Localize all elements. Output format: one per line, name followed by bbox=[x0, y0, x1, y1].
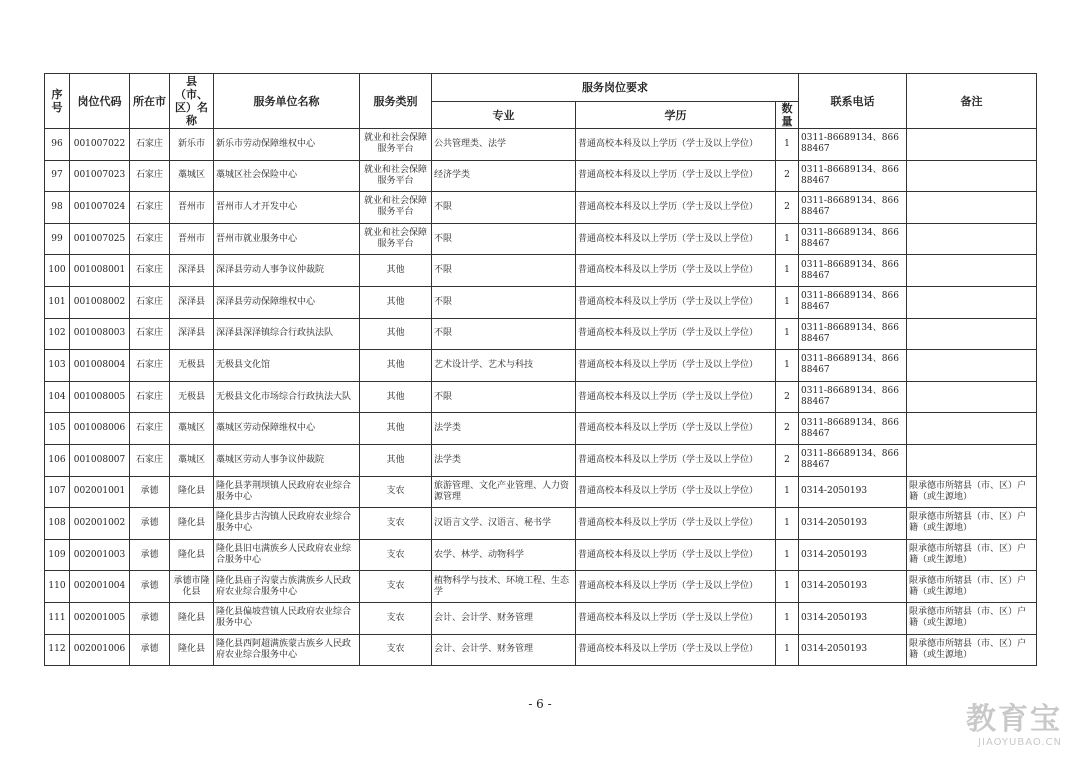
cell-category: 就业和社会保障服务平台 bbox=[360, 129, 432, 161]
header-major: 专业 bbox=[432, 102, 576, 129]
cell-city: 承德 bbox=[130, 634, 170, 666]
cell-phone: 0311-86689134、86688467 bbox=[799, 129, 907, 161]
cell-category: 支农 bbox=[360, 602, 432, 634]
cell-unit-name: 深泽县深泽镇综合行政执法队 bbox=[214, 318, 360, 350]
cell-unit-name: 晋州市就业服务中心 bbox=[214, 223, 360, 255]
cell-position-code: 001008004 bbox=[70, 350, 130, 382]
table-row bbox=[45, 444, 1037, 476]
cell-unit-name: 隆化县步古沟镇人民政府农业综合服务中心 bbox=[214, 508, 360, 540]
cell-position-code: 001008001 bbox=[70, 255, 130, 287]
cell-category: 就业和社会保障服务平台 bbox=[360, 223, 432, 255]
cell-unit-name: 隆化县偏坡营镇人民政府农业综合服务中心 bbox=[214, 602, 360, 634]
cell-unit-name: 无极县文化馆 bbox=[214, 350, 360, 382]
table-row bbox=[45, 286, 1037, 318]
cell-city: 承德 bbox=[130, 571, 170, 603]
cell-education: 普通高校本科及以上学历（学士及以上学位） bbox=[576, 381, 776, 413]
cell-major: 不限 bbox=[432, 318, 576, 350]
cell-unit-name: 深泽县劳动人事争议仲裁院 bbox=[214, 255, 360, 287]
table-row bbox=[45, 413, 1037, 445]
cell-phone: 0314-2050193 bbox=[799, 571, 907, 603]
cell-major: 法学类 bbox=[432, 444, 576, 476]
cell-category: 其他 bbox=[360, 286, 432, 318]
cell-index: 102 bbox=[45, 318, 70, 350]
cell-unit-name: 隆化县庙子沟蒙古族满族乡人民政府农业综合服务中心 bbox=[214, 571, 360, 603]
cell-county: 新乐市 bbox=[170, 129, 214, 161]
cell-position-code: 002001001 bbox=[70, 476, 130, 508]
cell-note bbox=[907, 381, 1037, 413]
cell-major: 农学、林学、动物科学 bbox=[432, 539, 576, 571]
cell-city: 石家庄 bbox=[130, 413, 170, 445]
cell-position-code: 001007022 bbox=[70, 129, 130, 161]
cell-note bbox=[907, 160, 1037, 192]
cell-city: 石家庄 bbox=[130, 286, 170, 318]
cell-education: 普通高校本科及以上学历（学士及以上学位） bbox=[576, 602, 776, 634]
cell-city: 石家庄 bbox=[130, 223, 170, 255]
cell-position-code: 002001006 bbox=[70, 634, 130, 666]
cell-county: 藁城区 bbox=[170, 444, 214, 476]
cell-city: 石家庄 bbox=[130, 160, 170, 192]
cell-index: 101 bbox=[45, 286, 70, 318]
cell-index: 111 bbox=[45, 602, 70, 634]
cell-category: 支农 bbox=[360, 539, 432, 571]
cell-city: 承德 bbox=[130, 602, 170, 634]
cell-position-code: 002001004 bbox=[70, 571, 130, 603]
cell-city: 石家庄 bbox=[130, 444, 170, 476]
header-category: 服务类别 bbox=[360, 74, 432, 129]
cell-major: 汉语言文学、汉语言、秘书学 bbox=[432, 508, 576, 540]
cell-county: 隆化县 bbox=[170, 476, 214, 508]
table-row bbox=[45, 318, 1037, 350]
cell-note bbox=[907, 223, 1037, 255]
cell-index: 104 bbox=[45, 381, 70, 413]
cell-education: 普通高校本科及以上学历（学士及以上学位） bbox=[576, 160, 776, 192]
cell-position-code: 001008006 bbox=[70, 413, 130, 445]
cell-quantity: 2 bbox=[776, 192, 799, 224]
cell-unit-name: 深泽县劳动保障维权中心 bbox=[214, 286, 360, 318]
cell-education: 普通高校本科及以上学历（学士及以上学位） bbox=[576, 192, 776, 224]
cell-phone: 0311-86689134、86688467 bbox=[799, 286, 907, 318]
table-row bbox=[45, 602, 1037, 634]
cell-category: 其他 bbox=[360, 381, 432, 413]
cell-index: 105 bbox=[45, 413, 70, 445]
table-row bbox=[45, 381, 1037, 413]
page-number: - 6 - bbox=[528, 697, 552, 711]
cell-major: 经济学类 bbox=[432, 160, 576, 192]
cell-category: 其他 bbox=[360, 318, 432, 350]
cell-category: 支农 bbox=[360, 508, 432, 540]
cell-note bbox=[907, 350, 1037, 382]
watermark-sub-text: JIAOYUBAO.CN bbox=[978, 737, 1062, 748]
cell-unit-name: 无极县文化市场综合行政执法大队 bbox=[214, 381, 360, 413]
cell-city: 石家庄 bbox=[130, 318, 170, 350]
table-row bbox=[45, 223, 1037, 255]
header-position-code: 岗位代码 bbox=[70, 74, 130, 129]
cell-quantity: 1 bbox=[776, 129, 799, 161]
cell-education: 普通高校本科及以上学历（学士及以上学位） bbox=[576, 223, 776, 255]
cell-education: 普通高校本科及以上学历（学士及以上学位） bbox=[576, 476, 776, 508]
cell-position-code: 001007024 bbox=[70, 192, 130, 224]
cell-index: 110 bbox=[45, 571, 70, 603]
cell-county: 隆化县 bbox=[170, 602, 214, 634]
table-row bbox=[45, 350, 1037, 382]
cell-note: 限承德市所辖县（市、区）户籍（或生源地） bbox=[907, 634, 1037, 666]
table-row bbox=[45, 508, 1037, 540]
cell-education: 普通高校本科及以上学历（学士及以上学位） bbox=[576, 255, 776, 287]
cell-position-code: 001008007 bbox=[70, 444, 130, 476]
cell-unit-name: 藁城区社会保险中心 bbox=[214, 160, 360, 192]
cell-education: 普通高校本科及以上学历（学士及以上学位） bbox=[576, 286, 776, 318]
cell-unit-name: 新乐市劳动保障维权中心 bbox=[214, 129, 360, 161]
table-row bbox=[45, 192, 1037, 224]
header-education: 学历 bbox=[576, 102, 776, 129]
cell-quantity: 2 bbox=[776, 160, 799, 192]
cell-category: 其他 bbox=[360, 413, 432, 445]
cell-county: 深泽县 bbox=[170, 318, 214, 350]
cell-major: 不限 bbox=[432, 286, 576, 318]
cell-major: 旅游管理、文化产业管理、人力资源管理 bbox=[432, 476, 576, 508]
cell-note: 限承德市所辖县（市、区）户籍（或生源地） bbox=[907, 476, 1037, 508]
cell-index: 100 bbox=[45, 255, 70, 287]
cell-index: 112 bbox=[45, 634, 70, 666]
cell-phone: 0314-2050193 bbox=[799, 602, 907, 634]
table-row bbox=[45, 255, 1037, 287]
cell-phone: 0314-2050193 bbox=[799, 508, 907, 540]
cell-quantity: 1 bbox=[776, 286, 799, 318]
cell-position-code: 001008002 bbox=[70, 286, 130, 318]
cell-education: 普通高校本科及以上学历（学士及以上学位） bbox=[576, 634, 776, 666]
header-quantity: 数量 bbox=[776, 102, 799, 129]
cell-education: 普通高校本科及以上学历（学士及以上学位） bbox=[576, 350, 776, 382]
cell-county: 晋州市 bbox=[170, 192, 214, 224]
cell-quantity: 1 bbox=[776, 508, 799, 540]
cell-phone: 0314-2050193 bbox=[799, 539, 907, 571]
cell-index: 107 bbox=[45, 476, 70, 508]
table-row bbox=[45, 160, 1037, 192]
cell-unit-name: 藁城区劳动保障维权中心 bbox=[214, 413, 360, 445]
cell-index: 109 bbox=[45, 539, 70, 571]
cell-county: 无极县 bbox=[170, 350, 214, 382]
cell-city: 石家庄 bbox=[130, 381, 170, 413]
cell-phone: 0311-86689134、86688467 bbox=[799, 318, 907, 350]
header-note: 备注 bbox=[907, 74, 1037, 129]
cell-phone: 0311-86689134、86688467 bbox=[799, 223, 907, 255]
cell-county: 深泽县 bbox=[170, 286, 214, 318]
cell-city: 石家庄 bbox=[130, 350, 170, 382]
cell-index: 98 bbox=[45, 192, 70, 224]
cell-phone: 0311-86689134、86688467 bbox=[799, 413, 907, 445]
cell-position-code: 002001003 bbox=[70, 539, 130, 571]
cell-quantity: 2 bbox=[776, 444, 799, 476]
cell-index: 106 bbox=[45, 444, 70, 476]
cell-county: 藁城区 bbox=[170, 160, 214, 192]
cell-position-code: 001007025 bbox=[70, 223, 130, 255]
cell-quantity: 1 bbox=[776, 539, 799, 571]
cell-category: 其他 bbox=[360, 350, 432, 382]
header-requirements-group: 服务岗位要求 bbox=[432, 74, 799, 102]
table-row bbox=[45, 129, 1037, 161]
cell-note bbox=[907, 255, 1037, 287]
header-unit-name: 服务单位名称 bbox=[214, 74, 360, 129]
table-body bbox=[45, 129, 1037, 666]
cell-city: 承德 bbox=[130, 476, 170, 508]
cell-county: 承德市隆化县 bbox=[170, 571, 214, 603]
cell-major: 不限 bbox=[432, 381, 576, 413]
cell-county: 隆化县 bbox=[170, 539, 214, 571]
cell-category: 其他 bbox=[360, 444, 432, 476]
cell-position-code: 002001005 bbox=[70, 602, 130, 634]
cell-quantity: 2 bbox=[776, 381, 799, 413]
cell-phone: 0311-86689134、86688467 bbox=[799, 160, 907, 192]
table-row bbox=[45, 539, 1037, 571]
cell-county: 无极县 bbox=[170, 381, 214, 413]
header-city: 所在市 bbox=[130, 74, 170, 129]
table-row bbox=[45, 476, 1037, 508]
cell-education: 普通高校本科及以上学历（学士及以上学位） bbox=[576, 318, 776, 350]
cell-category: 支农 bbox=[360, 476, 432, 508]
cell-position-code: 001008003 bbox=[70, 318, 130, 350]
cell-education: 普通高校本科及以上学历（学士及以上学位） bbox=[576, 413, 776, 445]
cell-phone: 0314-2050193 bbox=[799, 634, 907, 666]
cell-major: 法学类 bbox=[432, 413, 576, 445]
cell-quantity: 1 bbox=[776, 255, 799, 287]
cell-major: 植物科学与技术、环境工程、生态学 bbox=[432, 571, 576, 603]
cell-phone: 0314-2050193 bbox=[799, 476, 907, 508]
cell-county: 隆化县 bbox=[170, 634, 214, 666]
cell-unit-name: 藁城区劳动人事争议仲裁院 bbox=[214, 444, 360, 476]
cell-city: 承德 bbox=[130, 539, 170, 571]
cell-quantity: 1 bbox=[776, 634, 799, 666]
cell-note: 限承德市所辖县（市、区）户籍（或生源地） bbox=[907, 571, 1037, 603]
cell-quantity: 1 bbox=[776, 602, 799, 634]
cell-note bbox=[907, 286, 1037, 318]
cell-index: 97 bbox=[45, 160, 70, 192]
cell-phone: 0311-86689134、86688467 bbox=[799, 444, 907, 476]
cell-city: 承德 bbox=[130, 508, 170, 540]
cell-note bbox=[907, 444, 1037, 476]
cell-category: 就业和社会保障服务平台 bbox=[360, 160, 432, 192]
cell-education: 普通高校本科及以上学历（学士及以上学位） bbox=[576, 508, 776, 540]
cell-note bbox=[907, 318, 1037, 350]
cell-note bbox=[907, 413, 1037, 445]
cell-unit-name: 隆化县旧屯满族乡人民政府农业综合服务中心 bbox=[214, 539, 360, 571]
cell-note bbox=[907, 129, 1037, 161]
cell-education: 普通高校本科及以上学历（学士及以上学位） bbox=[576, 571, 776, 603]
positions-table bbox=[44, 73, 1037, 666]
cell-major: 不限 bbox=[432, 255, 576, 287]
header-phone: 联系电话 bbox=[799, 74, 907, 129]
cell-note bbox=[907, 192, 1037, 224]
cell-phone: 0311-86689134、86688467 bbox=[799, 381, 907, 413]
header-index: 序号 bbox=[45, 74, 70, 129]
cell-city: 石家庄 bbox=[130, 255, 170, 287]
cell-county: 深泽县 bbox=[170, 255, 214, 287]
cell-index: 108 bbox=[45, 508, 70, 540]
watermark-logo bbox=[932, 703, 1062, 749]
cell-education: 普通高校本科及以上学历（学士及以上学位） bbox=[576, 444, 776, 476]
cell-position-code: 001007023 bbox=[70, 160, 130, 192]
cell-unit-name: 隆化县茅荆坝镇人民政府农业综合服务中心 bbox=[214, 476, 360, 508]
header-county: 县（市、区）名称 bbox=[170, 74, 214, 129]
cell-position-code: 002001002 bbox=[70, 508, 130, 540]
table-row bbox=[45, 634, 1037, 666]
cell-category: 支农 bbox=[360, 634, 432, 666]
cell-phone: 0311-86689134、86688467 bbox=[799, 192, 907, 224]
cell-unit-name: 隆化县西阿超满族蒙古族乡人民政府农业综合服务中心 bbox=[214, 634, 360, 666]
cell-county: 晋州市 bbox=[170, 223, 214, 255]
cell-major: 公共管理类、法学 bbox=[432, 129, 576, 161]
cell-index: 99 bbox=[45, 223, 70, 255]
cell-category: 其他 bbox=[360, 255, 432, 287]
cell-major: 不限 bbox=[432, 192, 576, 224]
cell-quantity: 1 bbox=[776, 223, 799, 255]
cell-index: 103 bbox=[45, 350, 70, 382]
cell-county: 隆化县 bbox=[170, 508, 214, 540]
cell-unit-name: 晋州市人才开发中心 bbox=[214, 192, 360, 224]
cell-city: 石家庄 bbox=[130, 129, 170, 161]
cell-quantity: 1 bbox=[776, 318, 799, 350]
cell-quantity: 1 bbox=[776, 476, 799, 508]
cell-city: 石家庄 bbox=[130, 192, 170, 224]
cell-note: 限承德市所辖县（市、区）户籍（或生源地） bbox=[907, 539, 1037, 571]
cell-phone: 0311-86689134、86688467 bbox=[799, 350, 907, 382]
watermark-main-text: 教育宝 bbox=[966, 702, 1062, 737]
cell-note: 限承德市所辖县（市、区）户籍（或生源地） bbox=[907, 602, 1037, 634]
cell-note: 限承德市所辖县（市、区）户籍（或生源地） bbox=[907, 508, 1037, 540]
cell-phone: 0311-86689134、86688467 bbox=[799, 255, 907, 287]
cell-education: 普通高校本科及以上学历（学士及以上学位） bbox=[576, 129, 776, 161]
cell-education: 普通高校本科及以上学历（学士及以上学位） bbox=[576, 539, 776, 571]
cell-county: 藁城区 bbox=[170, 413, 214, 445]
cell-major: 会计、会计学、财务管理 bbox=[432, 602, 576, 634]
cell-category: 支农 bbox=[360, 571, 432, 603]
cell-major: 会计、会计学、财务管理 bbox=[432, 634, 576, 666]
cell-position-code: 001008005 bbox=[70, 381, 130, 413]
cell-quantity: 2 bbox=[776, 413, 799, 445]
table-row bbox=[45, 571, 1037, 603]
cell-quantity: 1 bbox=[776, 350, 799, 382]
cell-index: 96 bbox=[45, 129, 70, 161]
cell-quantity: 1 bbox=[776, 571, 799, 603]
cell-category: 就业和社会保障服务平台 bbox=[360, 192, 432, 224]
cell-major: 艺术设计学、艺术与科技 bbox=[432, 350, 576, 382]
cell-major: 不限 bbox=[432, 223, 576, 255]
